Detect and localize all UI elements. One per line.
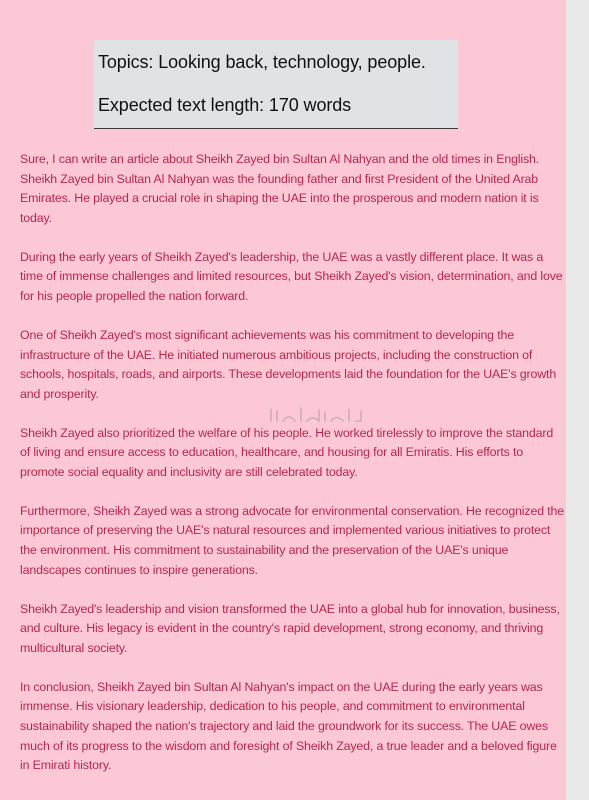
side-margin-strip [566, 0, 589, 800]
article-paragraph-3: One of Sheikh Zayed's most significant achievements was his commitment to developing the infrastructure of the UAE. He initiated numerous ambitious projects, including the construction of schools, hospitals, roads, and airports. These developments laid the foundation for the UAE's growth and prosperity. [20, 327, 557, 401]
article-paragraph-2: During the early years of Sheikh Zayed's leadership, the UAE was a vastly different place. It was a time of immense challenges and limited resources, but Sheikh Zayed's vision, determination, and love for his people propelled the nation forward. [20, 249, 563, 303]
article-paragraph-6: Sheikh Zayed's leadership and vision transformed the UAE into a global hub for innovation, business, and culture. His legacy is evident in the country's rapid development, strong economy, and thriving multicultural society. [20, 601, 560, 655]
article-paragraph-1: Sure, I can write an article about Sheikh Zayed bin Sultan Al Nahyan and the old times in English. Sheikh Zayed bin Sultan Al Nahyan was the founding father and first President of the United Arab Emirates. He played a crucial role in shaping the UAE into the prosperous and modern nation it is today. [20, 152, 540, 225]
article-paragraph-4: Sheikh Zayed also prioritized the welfare of his people. He worked tirelessly to improve the standard of living and ensure access to education, healthcare, and housing for all Emiratis. His efforts to promote social equality and inclusivity are still celebrated today. [20, 425, 554, 479]
topics-box [94, 40, 458, 129]
article-body [20, 150, 564, 776]
topics-line: Topics: Looking back, technology, people. [98, 52, 426, 72]
article-paragraph-5: Furthermore, Sheikh Zayed was a strong advocate for environmental conservation. He recognized the importance of preserving the UAE's natural resources and implemented various initiatives to protect the environment. His commitment to sustainability and the preservation of the UAE's unique landscapes continues to inspire generations. [20, 503, 565, 577]
expected-length-line: Expected text length: 170 words [98, 95, 352, 115]
article-paragraph-7: In conclusion, Sheikh Zayed bin Sultan Al Nahyan's impact on the UAE during the early years was immense. His visionary leadership, dedication to his people, and commitment to environmental sustainability shaped the nation's trajectory and laid the groundwork for its success. The UAE owes much of its progress to the wisdom and foresight of Sheikh Zayed, a true leader and a beloved figure in Emirati history. [20, 679, 557, 773]
